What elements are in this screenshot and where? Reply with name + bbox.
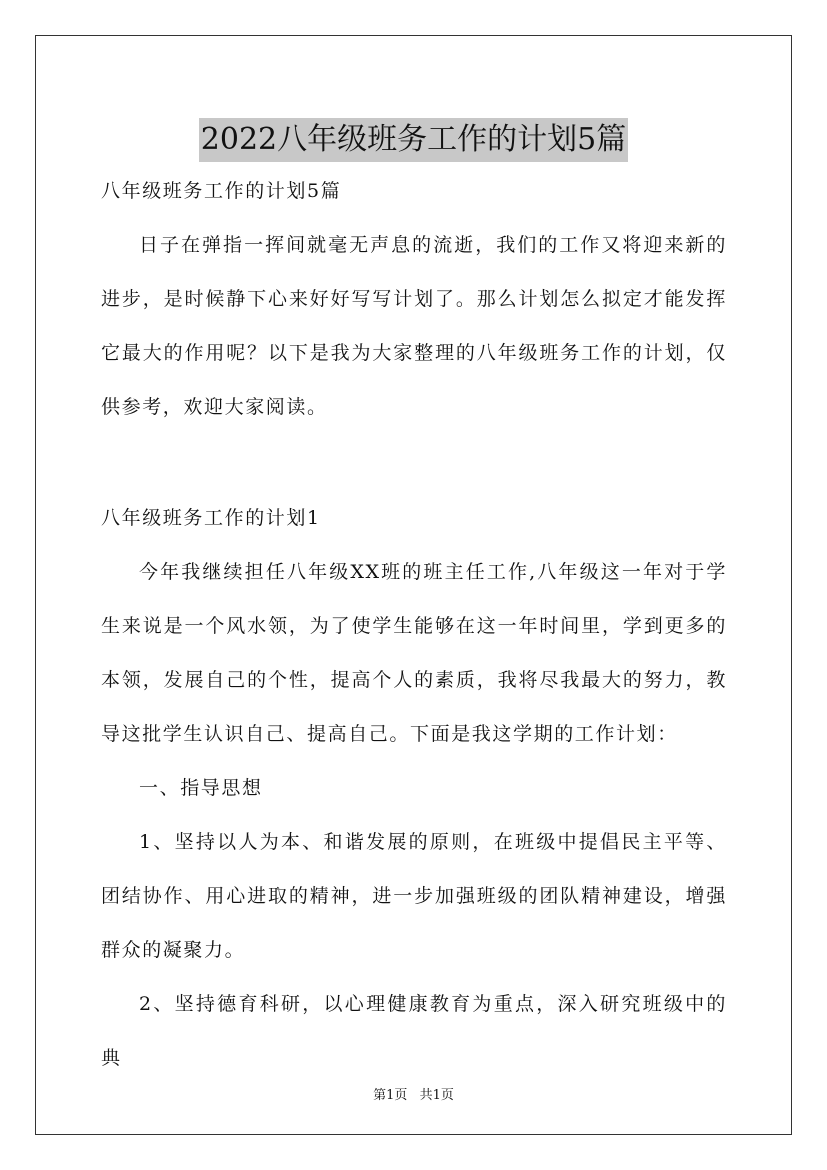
document-body (101, 164, 727, 434)
document-title: 2022八年级班务工作的计划5篇 (199, 118, 628, 162)
list-item-1: 1、坚持以人为本、和谐发展的原则，在班级中提倡民主平等、团结协作、用心进取的精神，进一步加强班级的团队精神建设，增强群众的凝聚力。 (101, 831, 727, 961)
subheading-guiding-ideology: 一、指导思想 (139, 777, 263, 799)
body-paragraph: 今年我继续担任八年级XX班的班主任工作,八年级这一年对于学生来说是一个风水领，为了使学生能够在这一年时间里，学到更多的本领，发展自己的个性，提高个人的素质，我将尽我最大的努力，教导这批学生认识自己、提高自己。下面是我这学期的工作计划： (101, 561, 727, 745)
page-total: 共1页 (419, 1088, 454, 1103)
list-item-2: 2、坚持德育科研，以心理健康教育为重点，深入研究班级中的典 (101, 993, 727, 1069)
subtitle-paragraph: 八年级班务工作的计划5篇 (101, 180, 342, 202)
intro-paragraph: 日子在弹指一挥间就毫无声息的流逝，我们的工作又将迎来新的进步，是时候静下心来好好写写计划了。那么计划怎么拟定才能发挥它最大的作用呢？以下是我为大家整理的八年级班务工作的计划，仅供参考，欢迎大家阅读。 (101, 234, 727, 418)
section-heading: 八年级班务工作的计划1 (101, 507, 321, 529)
document-body-section-1 (101, 491, 727, 1085)
page-number: 第1页 (373, 1088, 408, 1103)
page-footer (0, 1084, 827, 1103)
